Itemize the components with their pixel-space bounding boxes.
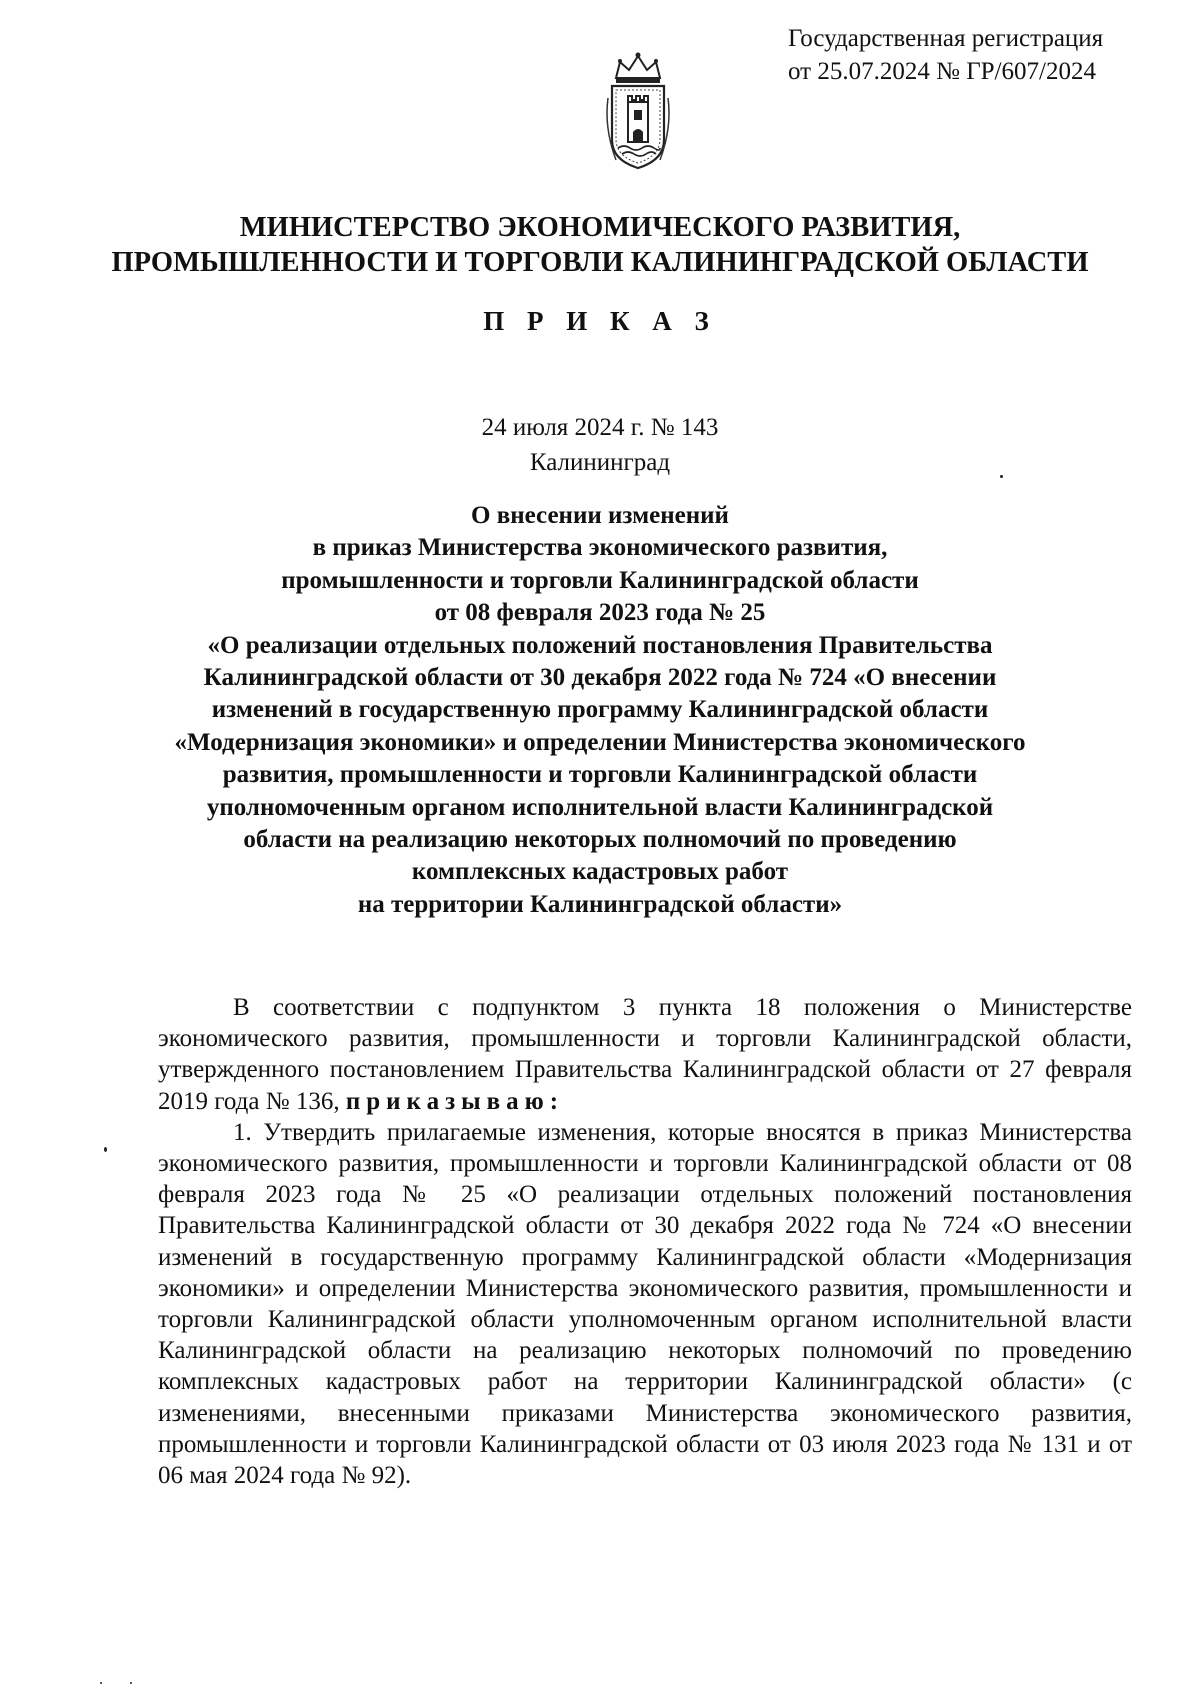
subject-line: «О реализации отдельных положений постановления Правительства	[207, 631, 993, 659]
order-body	[158, 992, 1132, 1491]
scan-speck	[100, 1682, 102, 1684]
order-date-number: 24 июля 2024 г. № 143	[481, 414, 719, 441]
subject-line: комплексных кадастровых работ	[411, 858, 789, 886]
order-city: Калининград	[529, 449, 671, 476]
ministry-line-1: МИНИСТЕРСТВО ЭКОНОМИЧЕСКОГО РАЗВИТИЯ,	[239, 212, 961, 243]
ministry-name	[0, 210, 1200, 280]
subject-line: промышленности и торговли Калининградской области	[281, 566, 919, 594]
preamble-text: В соответствии с подпунктом 3 пункта 18 положения о Министерстве экономического развития, промышленности и торговли Калининградской области, утвержденного постановлением Правительства Калининградской области от 27 февраля 2019 года № 136,	[158, 994, 1132, 1115]
subject-line: изменений в государственную программу Калининградской области	[211, 696, 989, 724]
subject-line: в приказ Министерства экономического развития,	[312, 534, 888, 562]
scan-speck	[130, 1682, 132, 1684]
order-subject	[0, 500, 1200, 921]
ministry-line-2: ПРОМЫШЛЕННОСТИ И ТОРГОВЛИ КАЛИНИНГРАДСКОЙ ОБЛАСТИ	[111, 247, 1089, 278]
subject-line: от 08 февраля 2023 года № 25	[434, 599, 766, 627]
scan-speck	[1000, 475, 1003, 478]
kaliningrad-coat-of-arms-icon	[602, 48, 674, 172]
subject-line: уполномоченным органом исполнительной власти Калининградской	[206, 793, 994, 821]
registration-line-2: от 25.07.2024 № ГР/607/2024	[788, 58, 1096, 85]
subject-line: на территории Калининградской области»	[357, 890, 843, 918]
order-meta	[0, 410, 1200, 480]
order-word: приказываю:	[345, 1087, 565, 1115]
scan-speck	[104, 1147, 107, 1152]
order-title: П Р И К А З	[483, 306, 717, 336]
registration-line-1: Государственная регистрация	[788, 25, 1104, 52]
registration-stamp	[788, 22, 1103, 88]
subject-line: Калининградской области от 30 декабря 2022 года № 724 «О внесении	[203, 664, 997, 692]
subject-line: области на реализацию некоторых полномочий по проведению	[243, 826, 957, 854]
item-1-paragraph: 1. Утвердить прилагаемые изменения, которые вносятся в приказ Министерства экономического развития, промышленности и торговли Калининградской области от 08 февраля 2023 года № 25 «О реализации отдельных положений постановления Правительства Калининградской области от 30 декабря 2022 года № 724 «О внесении изменений в государственную программу Калининградской области «Модернизация экономики» и определении Министерства экономического развития, промышленности и торговли Калининградской области уполномоченным органом исполнительной власти Калининградской области на реализацию некоторых полномочий по проведению комплексных кадастровых работ на территории Калининградской области» (с изменениями, внесенными приказами Министерства экономического развития, промышленности и торговли Калининградской области от 03 июля 2023 года № 131 и от 06 мая 2024 года № 92).	[158, 1118, 1132, 1490]
subject-line: «Модернизация экономики» и определении Министерства экономического	[174, 728, 1026, 756]
subject-line: развития, промышленности и торговли Калининградской области	[222, 761, 978, 789]
preamble-paragraph	[158, 992, 1132, 1117]
subject-line: О внесении изменений	[471, 502, 729, 529]
